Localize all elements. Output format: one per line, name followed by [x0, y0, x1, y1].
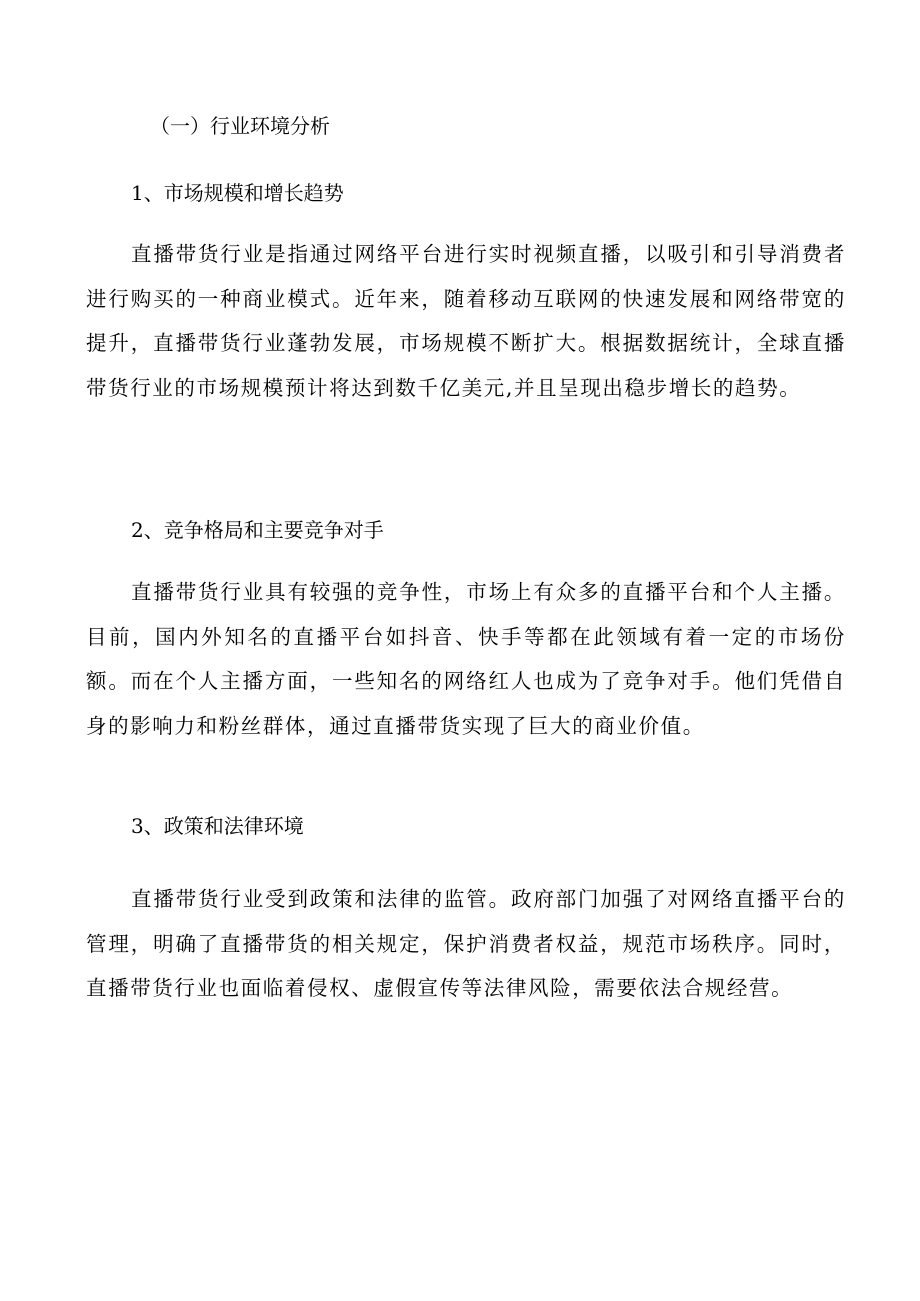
- section-heading-policy: 3、政策和法律环境: [131, 814, 304, 838]
- subsection-title: （一）行业环境分析: [150, 114, 330, 138]
- section-paragraph-competition: 直播带货行业具有较强的竞争性，市场上有众多的直播平台和个人主播。目前，国内外知名的直播平台如抖音、快手等都在此领域有着一定的市场份额。而在个人主播方面，一些知名的网络红人也成为了竞争对手。他们凭借自身的影响力和粉丝群体，通过直播带货实现了巨大的商业价值。: [86, 580, 846, 738]
- section-heading-competition: 2、竞争格局和主要竞争对手: [131, 518, 384, 542]
- section-heading-market-size: 1、市场规模和增长趋势: [131, 181, 344, 205]
- section-paragraph-market-size: 直播带货行业是指通过网络平台进行实时视频直播，以吸引和引导消费者进行购买的一种商业模式。近年来，随着移动互联网的快速发展和网络带宽的提升，直播带货行业蓬勃发展，市场规模不断扩大。根据数据统计，全球直播带货行业的市场规模预计将达到数千亿美元,并且呈现出稳步增长的趋势。: [86, 242, 846, 400]
- section-paragraph-policy: 直播带货行业受到政策和法律的监管。政府部门加强了对网络直播平台的管理，明确了直播带货的相关规定，保护消费者权益，规范市场秩序。同时，直播带货行业也面临着侵权、虚假宣传等法律风险，需要依法合规经营。: [86, 887, 846, 1000]
